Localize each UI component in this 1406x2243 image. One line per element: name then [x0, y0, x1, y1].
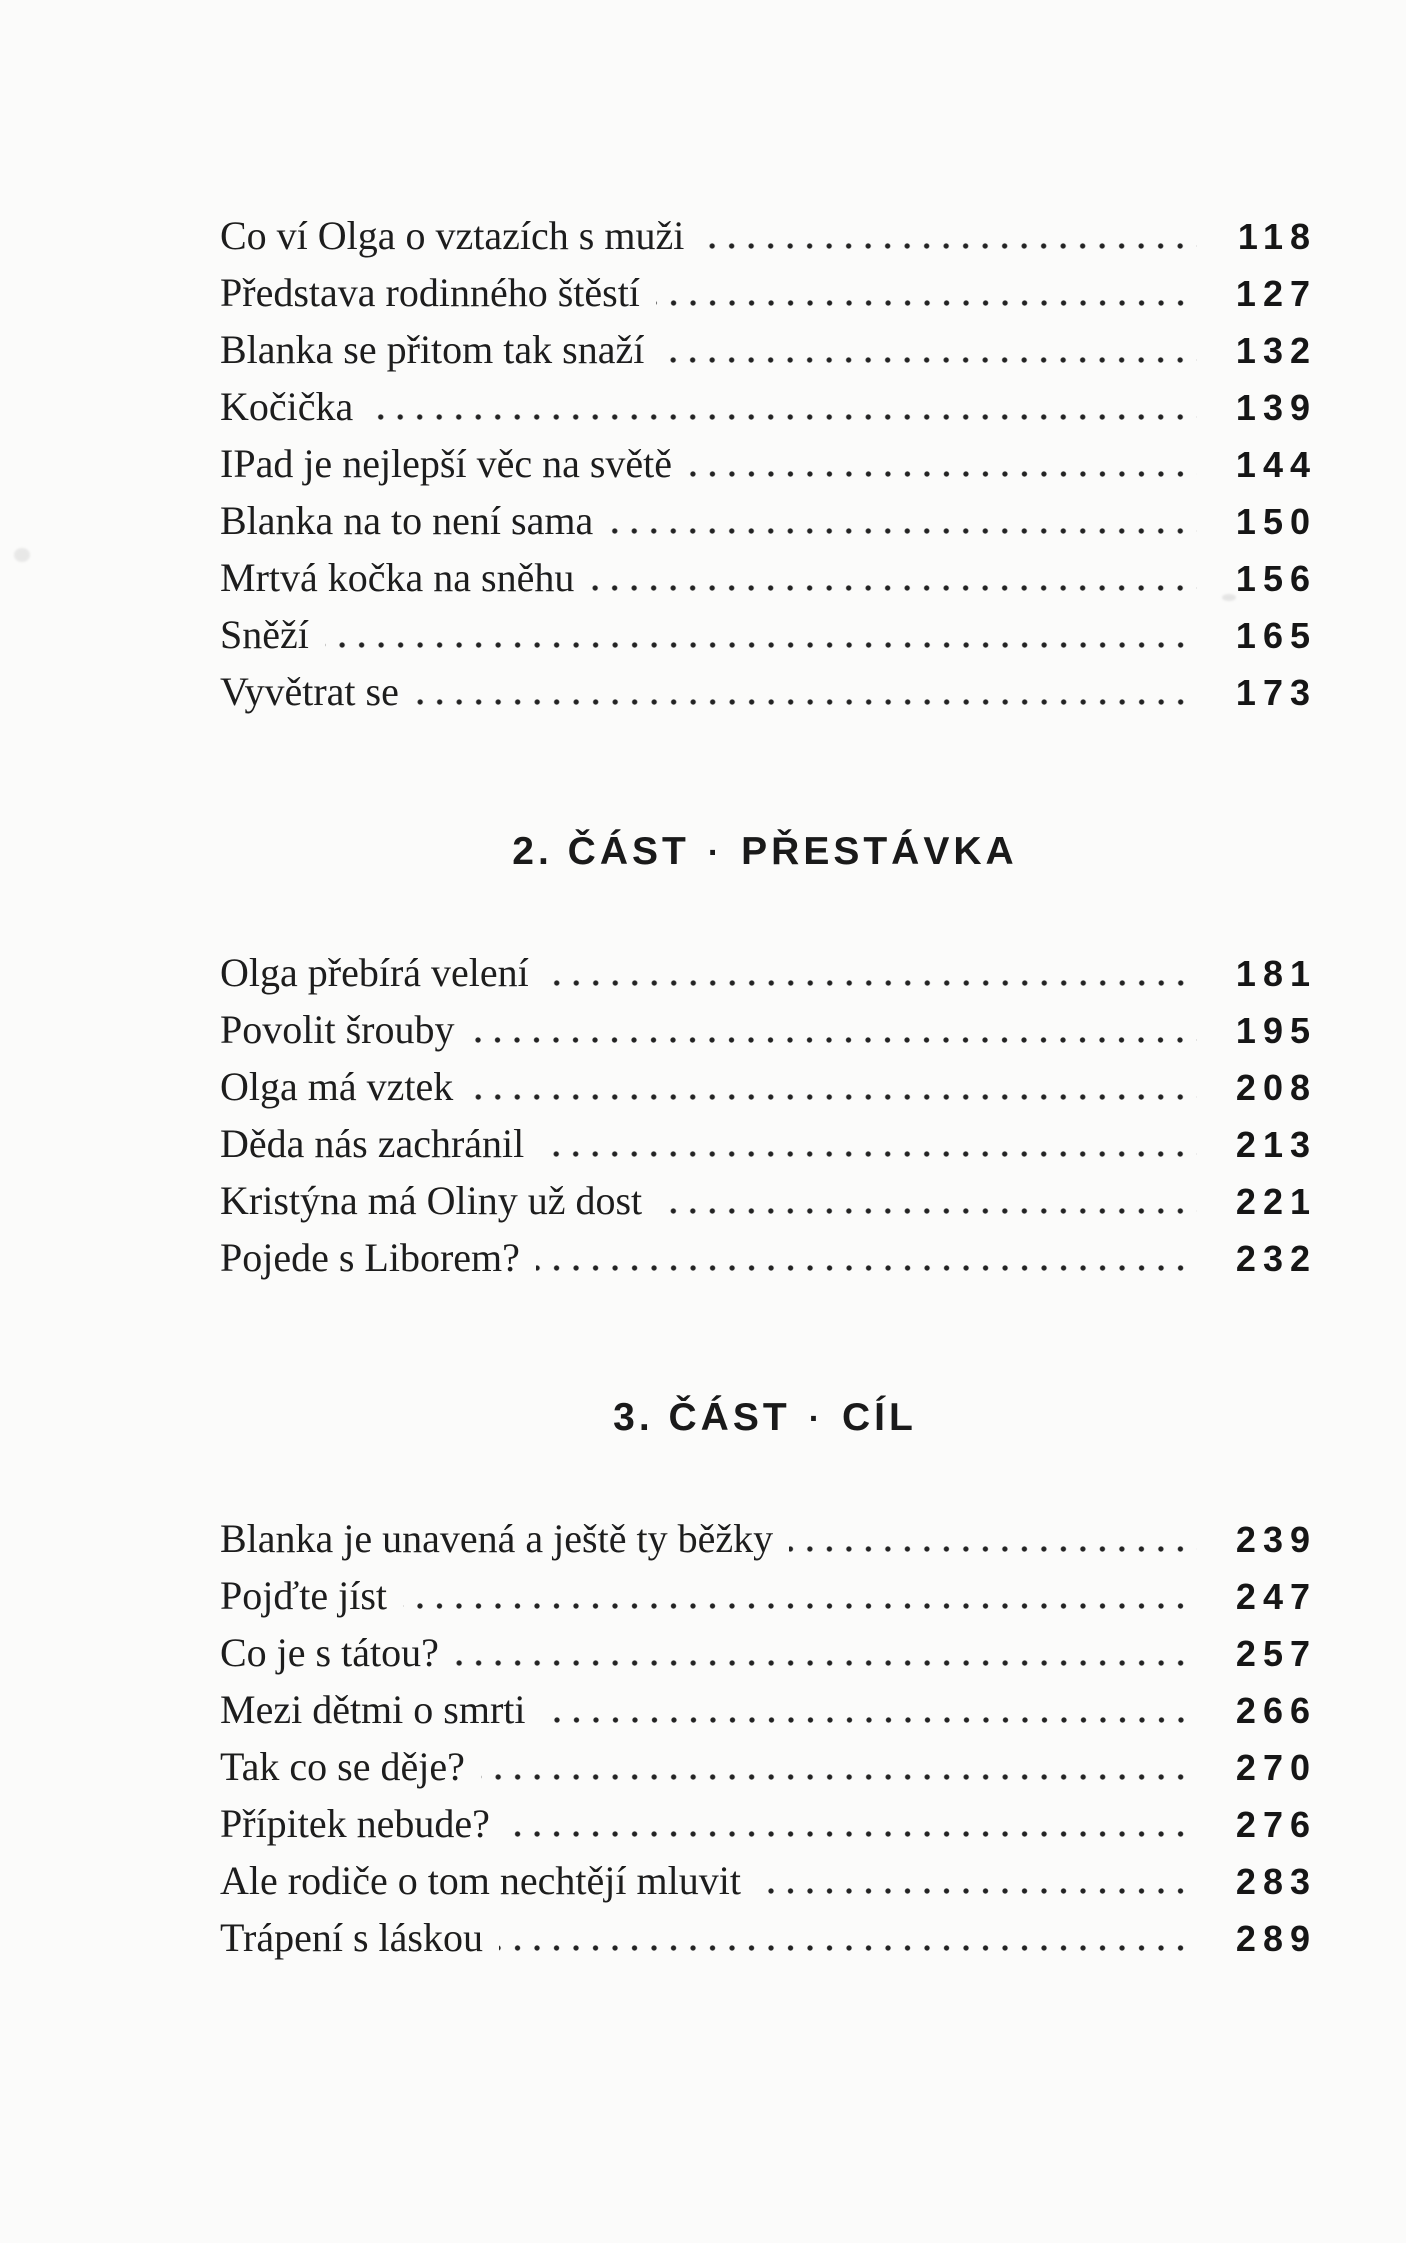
dot-leader-icon — [688, 471, 1197, 477]
dot-leader-icon — [658, 1208, 1197, 1214]
section-number: 2. ČÁST — [512, 830, 690, 873]
chapter-title: Kristýna má Oliny už dost — [220, 1178, 643, 1223]
page-number: 208 — [1235, 1067, 1317, 1108]
scan-artifact — [14, 548, 30, 562]
toc-entry — [220, 1914, 1317, 1971]
section-heading — [220, 1389, 1310, 1446]
dot-leader-icon — [415, 699, 1197, 705]
page-number: 132 — [1235, 330, 1317, 371]
dot-leader-icon — [506, 1831, 1197, 1837]
page-number: 144 — [1235, 444, 1317, 485]
page-number: 139 — [1235, 387, 1317, 428]
dot-leader-icon — [545, 980, 1197, 986]
toc-entry-list — [220, 1515, 1317, 1971]
dot-leader-icon — [789, 1546, 1197, 1552]
dot-leader-icon — [325, 642, 1197, 648]
toc-entry — [220, 1686, 1317, 1743]
page-number: 257 — [1235, 1633, 1317, 1674]
dot-leader-icon — [590, 585, 1197, 591]
page-number: 213 — [1235, 1124, 1317, 1165]
dot-leader-icon — [660, 357, 1197, 363]
page-number: 221 — [1235, 1181, 1317, 1222]
chapter-title: Kočička — [220, 384, 354, 429]
toc-entry — [220, 1857, 1317, 1914]
dot-leader-icon — [542, 1717, 1197, 1723]
toc-entry — [220, 1006, 1317, 1063]
page-number: 276 — [1235, 1804, 1317, 1845]
dot-leader-icon — [481, 1774, 1197, 1780]
page-number: 127 — [1235, 273, 1317, 314]
chapter-title: Tak co se děje? — [220, 1744, 465, 1789]
page-number: 283 — [1235, 1861, 1317, 1902]
chapter-title: Co je s tátou? — [220, 1630, 439, 1675]
page-number: 173 — [1235, 672, 1317, 713]
chapter-title: Ale rodiče o tom nechtějí mluvit — [220, 1858, 741, 1903]
chapter-title: Přípitek nebude? — [220, 1801, 490, 1846]
page-number: 156 — [1235, 558, 1317, 599]
dot-leader-icon — [469, 1094, 1197, 1100]
page-number: 232 — [1235, 1238, 1317, 1279]
toc-entry — [220, 949, 1317, 1006]
toc-entry — [220, 1177, 1317, 1234]
chapter-title: Vyvětrat se — [220, 669, 399, 714]
dot-leader-icon — [536, 1265, 1197, 1271]
dot-leader-icon — [403, 1603, 1197, 1609]
dot-leader-icon — [700, 243, 1197, 249]
chapter-title: IPad je nejlepší věc na světě — [220, 441, 673, 486]
chapter-title: Děda nás zachránil — [220, 1121, 525, 1166]
dot-leader-icon — [757, 1888, 1197, 1894]
dot-leader-icon — [499, 1945, 1197, 1951]
section-title: CÍL — [842, 1396, 917, 1439]
section-separator-dot: · — [808, 1400, 825, 1438]
dot-leader-icon — [609, 528, 1197, 534]
toc-entry — [220, 1629, 1317, 1686]
toc-entry — [220, 1800, 1317, 1857]
toc-entry — [220, 1515, 1317, 1572]
chapter-title: Mrtvá kočka na sněhu — [220, 555, 575, 600]
section-number: 3. ČÁST — [613, 1396, 791, 1439]
chapter-title: Představa rodinného štěstí — [220, 270, 640, 315]
dot-leader-icon — [656, 300, 1197, 306]
dot-leader-icon — [470, 1037, 1197, 1043]
section-heading — [220, 823, 1310, 880]
chapter-title: Blanka se přitom tak snaží — [220, 327, 645, 372]
page-number: 118 — [1237, 216, 1317, 257]
toc-section — [220, 1389, 1317, 1971]
toc-entry — [220, 383, 1317, 440]
section-separator-dot: · — [707, 834, 724, 872]
chapter-title: Pojede s Liborem? — [220, 1235, 520, 1280]
page-number: 195 — [1235, 1010, 1317, 1051]
toc-entry — [220, 497, 1317, 554]
toc-entry — [220, 1743, 1317, 1800]
page-number: 266 — [1235, 1690, 1317, 1731]
toc-entry — [220, 611, 1317, 668]
toc-entry — [220, 212, 1317, 269]
chapter-title: Trápení s láskou — [220, 1915, 483, 1960]
toc-entry — [220, 1572, 1317, 1629]
dot-leader-icon — [540, 1151, 1197, 1157]
toc-entry-list — [220, 949, 1317, 1291]
chapter-title: Blanka na to není sama — [220, 498, 594, 543]
toc-entry — [220, 440, 1317, 497]
chapter-title: Pojďte jíst — [220, 1573, 387, 1618]
chapter-title: Olga přebírá velení — [220, 950, 529, 995]
chapter-title: Sněží — [220, 612, 309, 657]
chapter-title: Olga má vztek — [220, 1064, 454, 1109]
page-number: 270 — [1235, 1747, 1317, 1788]
chapter-title: Povolit šrouby — [220, 1007, 455, 1052]
page-number: 181 — [1235, 953, 1317, 994]
toc-entry — [220, 1063, 1317, 1120]
dot-leader-icon — [369, 414, 1197, 420]
toc-entry — [220, 1234, 1317, 1291]
page-number: 165 — [1235, 615, 1317, 656]
page-number: 247 — [1235, 1576, 1317, 1617]
chapter-title: Co ví Olga o vztazích s muži — [220, 213, 685, 258]
page-number: 239 — [1235, 1519, 1317, 1560]
toc-entry-list — [220, 212, 1317, 725]
toc-entry — [220, 269, 1317, 326]
page-number: 289 — [1235, 1918, 1317, 1959]
dot-leader-icon — [455, 1660, 1197, 1666]
toc-entry — [220, 668, 1317, 725]
toc-section — [220, 823, 1317, 1291]
section-title: PŘESTÁVKA — [741, 830, 1018, 873]
toc-entry — [220, 326, 1317, 383]
chapter-title: Blanka je unavená a ještě ty běžky — [220, 1516, 774, 1561]
chapter-title: Mezi dětmi o smrti — [220, 1687, 526, 1732]
page-number: 150 — [1235, 501, 1317, 542]
toc-section — [220, 212, 1317, 725]
table-of-contents — [220, 212, 1317, 1971]
toc-entry — [220, 1120, 1317, 1177]
toc-entry — [220, 554, 1317, 611]
